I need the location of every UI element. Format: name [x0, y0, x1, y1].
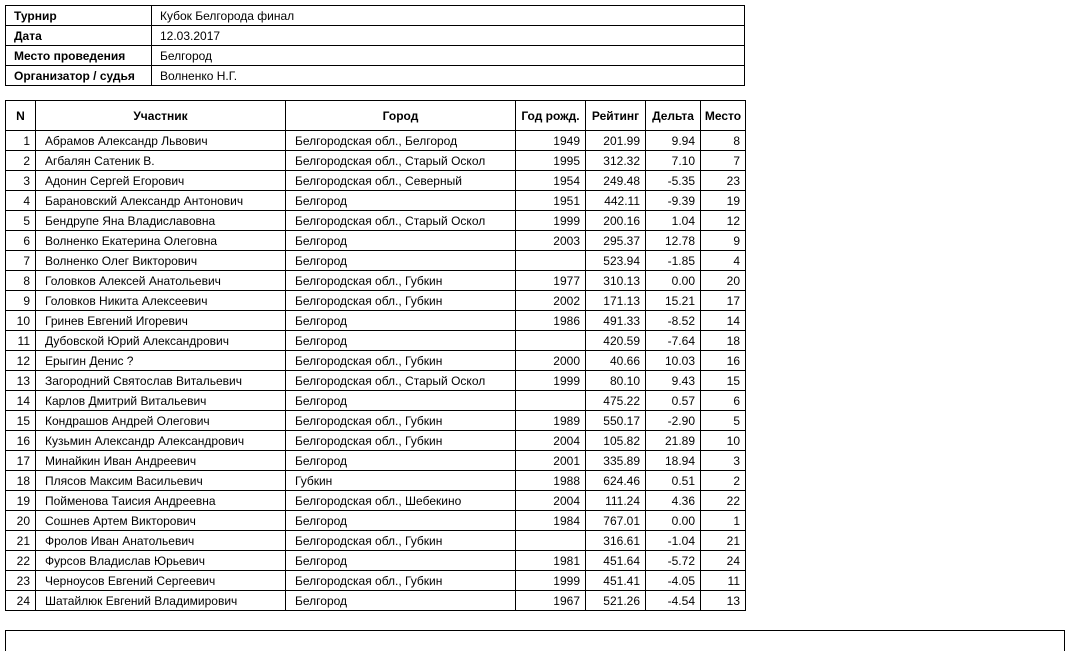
cell-rating: 105.82 — [586, 431, 646, 451]
cell-number: 1 — [6, 131, 36, 151]
cell-rating: 451.64 — [586, 551, 646, 571]
cell-place: 8 — [701, 131, 746, 151]
cell-birth-year — [516, 531, 586, 551]
cell-place: 11 — [701, 571, 746, 591]
table-row — [6, 511, 746, 531]
column-header-delta: Дельта — [646, 101, 701, 131]
cell-city: Губкин — [286, 471, 516, 491]
cell-delta: 12.78 — [646, 231, 701, 251]
cell-city: Белгород — [286, 511, 516, 531]
cell-city: Белгородская обл., Старый Оскол — [286, 211, 516, 231]
cell-city: Белгородская обл., Северный — [286, 171, 516, 191]
cell-city: Белгородская обл., Губкин — [286, 351, 516, 371]
cell-city: Белгородская обл., Губкин — [286, 411, 516, 431]
cell-birth-year — [516, 331, 586, 351]
cell-number: 19 — [6, 491, 36, 511]
cell-birth-year: 1986 — [516, 311, 586, 331]
cell-number: 11 — [6, 331, 36, 351]
cell-rating: 295.37 — [586, 231, 646, 251]
cell-participant: Сошнев Артем Викторович — [36, 511, 286, 531]
cell-city: Белгород — [286, 251, 516, 271]
cell-delta: -4.05 — [646, 571, 701, 591]
cell-number: 18 — [6, 471, 36, 491]
table-row — [6, 151, 746, 171]
cell-birth-year: 1967 — [516, 591, 586, 611]
cell-number: 2 — [6, 151, 36, 171]
cell-rating: 171.13 — [586, 291, 646, 311]
table-row — [6, 271, 746, 291]
cell-number: 20 — [6, 511, 36, 531]
cell-place: 2 — [701, 471, 746, 491]
cell-city: Белгород — [286, 231, 516, 251]
info-value: Белгород — [152, 46, 745, 66]
cell-delta: 18.94 — [646, 451, 701, 471]
cell-city: Белгород — [286, 311, 516, 331]
cell-rating: 310.13 — [586, 271, 646, 291]
cell-birth-year: 1981 — [516, 551, 586, 571]
cell-number: 9 — [6, 291, 36, 311]
cell-birth-year: 2000 — [516, 351, 586, 371]
cell-place: 12 — [701, 211, 746, 231]
cell-place: 6 — [701, 391, 746, 411]
cell-number: 10 — [6, 311, 36, 331]
cell-delta: -5.35 — [646, 171, 701, 191]
table-row — [6, 431, 746, 451]
cell-delta: -8.52 — [646, 311, 701, 331]
cell-number: 5 — [6, 211, 36, 231]
column-header-city: Город — [286, 101, 516, 131]
cell-birth-year: 2002 — [516, 291, 586, 311]
info-label: Дата — [6, 26, 152, 46]
cell-birth-year: 1988 — [516, 471, 586, 491]
cell-rating: 312.32 — [586, 151, 646, 171]
cell-birth-year — [516, 391, 586, 411]
cell-birth-year — [516, 251, 586, 271]
cell-birth-year: 2004 — [516, 491, 586, 511]
cell-delta: -1.04 — [646, 531, 701, 551]
cell-rating: 442.11 — [586, 191, 646, 211]
cell-participant: Барановский Александр Антонович — [36, 191, 286, 211]
results-header-row — [6, 101, 746, 131]
cell-birth-year: 1995 — [516, 151, 586, 171]
cell-participant: Агбалян Сатеник В. — [36, 151, 286, 171]
cell-birth-year: 2001 — [516, 451, 586, 471]
cell-participant: Абрамов Александр Львович — [36, 131, 286, 151]
cell-number: 22 — [6, 551, 36, 571]
cell-place: 22 — [701, 491, 746, 511]
cell-birth-year: 1999 — [516, 371, 586, 391]
cell-birth-year: 1999 — [516, 211, 586, 231]
column-header-n: N — [6, 101, 36, 131]
table-row — [6, 391, 746, 411]
cell-number: 16 — [6, 431, 36, 451]
column-header-place: Место — [701, 101, 746, 131]
table-row — [6, 451, 746, 471]
cell-number: 24 — [6, 591, 36, 611]
cell-participant: Волненко Екатерина Олеговна — [36, 231, 286, 251]
cell-rating: 201.99 — [586, 131, 646, 151]
cell-participant: Фролов Иван Анатольевич — [36, 531, 286, 551]
cell-participant: Адонин Сергей Егорович — [36, 171, 286, 191]
cell-participant: Шатайлюк Евгений Владимирович — [36, 591, 286, 611]
table-row — [6, 531, 746, 551]
cell-participant: Гринев Евгений Игоревич — [36, 311, 286, 331]
cell-delta: 4.36 — [646, 491, 701, 511]
cell-birth-year: 1954 — [516, 171, 586, 191]
next-table-edge — [5, 630, 1065, 651]
info-label: Турнир — [6, 6, 152, 26]
table-row — [6, 551, 746, 571]
cell-delta: 0.57 — [646, 391, 701, 411]
table-row — [6, 491, 746, 511]
cell-number: 6 — [6, 231, 36, 251]
table-row — [6, 591, 746, 611]
cell-rating: 523.94 — [586, 251, 646, 271]
results-body — [6, 131, 746, 611]
cell-rating: 475.22 — [586, 391, 646, 411]
cell-rating: 420.59 — [586, 331, 646, 351]
cell-rating: 316.61 — [586, 531, 646, 551]
info-row — [6, 26, 745, 46]
cell-delta: 0.00 — [646, 511, 701, 531]
cell-number: 23 — [6, 571, 36, 591]
cell-rating: 80.10 — [586, 371, 646, 391]
cell-birth-year: 1989 — [516, 411, 586, 431]
column-header-birth-year: Год рожд. — [516, 101, 586, 131]
cell-number: 13 — [6, 371, 36, 391]
cell-city: Белгородская обл., Губкин — [286, 271, 516, 291]
cell-participant: Фурсов Владислав Юрьевич — [36, 551, 286, 571]
table-row — [6, 131, 746, 151]
cell-number: 17 — [6, 451, 36, 471]
cell-place: 21 — [701, 531, 746, 551]
cell-place: 18 — [701, 331, 746, 351]
cell-rating: 40.66 — [586, 351, 646, 371]
cell-birth-year: 1999 — [516, 571, 586, 591]
cell-place: 23 — [701, 171, 746, 191]
cell-city: Белгород — [286, 591, 516, 611]
cell-participant: Черноусов Евгений Сергеевич — [36, 571, 286, 591]
cell-rating: 335.89 — [586, 451, 646, 471]
cell-delta: 9.43 — [646, 371, 701, 391]
cell-rating: 111.24 — [586, 491, 646, 511]
table-row — [6, 211, 746, 231]
tournament-info-body — [6, 6, 745, 86]
info-label: Место проведения — [6, 46, 152, 66]
cell-delta: 9.94 — [646, 131, 701, 151]
table-row — [6, 371, 746, 391]
cell-delta: -2.90 — [646, 411, 701, 431]
results-table — [5, 100, 746, 611]
cell-delta: -1.85 — [646, 251, 701, 271]
cell-city: Белгород — [286, 551, 516, 571]
table-row — [6, 231, 746, 251]
cell-place: 19 — [701, 191, 746, 211]
cell-number: 8 — [6, 271, 36, 291]
cell-city: Белгородская обл., Старый Оскол — [286, 151, 516, 171]
cell-birth-year: 1984 — [516, 511, 586, 531]
table-row — [6, 571, 746, 591]
cell-rating: 249.48 — [586, 171, 646, 191]
cell-delta: 7.10 — [646, 151, 701, 171]
cell-rating: 491.33 — [586, 311, 646, 331]
cell-rating: 767.01 — [586, 511, 646, 531]
cell-delta: 0.00 — [646, 271, 701, 291]
cell-birth-year: 1951 — [516, 191, 586, 211]
cell-delta: 1.04 — [646, 211, 701, 231]
column-header-participant: Участник — [36, 101, 286, 131]
cell-birth-year: 1977 — [516, 271, 586, 291]
info-row — [6, 6, 745, 26]
cell-delta: -7.64 — [646, 331, 701, 351]
cell-delta: -4.54 — [646, 591, 701, 611]
cell-birth-year: 2003 — [516, 231, 586, 251]
table-row — [6, 351, 746, 371]
cell-number: 7 — [6, 251, 36, 271]
cell-participant: Ерыгин Денис ? — [36, 351, 286, 371]
cell-city: Белгород — [286, 331, 516, 351]
cell-participant: Волненко Олег Викторович — [36, 251, 286, 271]
cell-birth-year: 2004 — [516, 431, 586, 451]
table-row — [6, 291, 746, 311]
cell-place: 17 — [701, 291, 746, 311]
table-row — [6, 251, 746, 271]
cell-city: Белгородская обл., Губкин — [286, 531, 516, 551]
info-value: 12.03.2017 — [152, 26, 745, 46]
cell-place: 7 — [701, 151, 746, 171]
cell-city: Белгород — [286, 451, 516, 471]
cell-participant: Карлов Дмитрий Витальевич — [36, 391, 286, 411]
cell-city: Белгородская обл., Белгород — [286, 131, 516, 151]
cell-place: 3 — [701, 451, 746, 471]
cell-participant: Минайкин Иван Андреевич — [36, 451, 286, 471]
cell-delta: 21.89 — [646, 431, 701, 451]
cell-participant: Плясов Максим Васильевич — [36, 471, 286, 491]
cell-delta: -9.39 — [646, 191, 701, 211]
cell-place: 1 — [701, 511, 746, 531]
cell-participant: Кондрашов Андрей Олегович — [36, 411, 286, 431]
cell-participant: Головков Алексей Анатольевич — [36, 271, 286, 291]
cell-place: 15 — [701, 371, 746, 391]
cell-participant: Загородний Святослав Витальевич — [36, 371, 286, 391]
cell-place: 5 — [701, 411, 746, 431]
cell-city: Белгородская обл., Губкин — [286, 431, 516, 451]
column-header-rating: Рейтинг — [586, 101, 646, 131]
info-value: Кубок Белгорода финал — [152, 6, 745, 26]
cell-place: 16 — [701, 351, 746, 371]
table-row — [6, 171, 746, 191]
cell-participant: Дубовской Юрий Александрович — [36, 331, 286, 351]
cell-city: Белгородская обл., Губкин — [286, 291, 516, 311]
cell-number: 12 — [6, 351, 36, 371]
cell-number: 3 — [6, 171, 36, 191]
cell-place: 14 — [701, 311, 746, 331]
cell-participant: Кузьмин Александр Александрович — [36, 431, 286, 451]
cell-participant: Бендрупе Яна Владиславовна — [36, 211, 286, 231]
table-row — [6, 471, 746, 491]
cell-rating: 521.26 — [586, 591, 646, 611]
cell-city: Белгородская обл., Губкин — [286, 571, 516, 591]
info-row — [6, 66, 745, 86]
tournament-info-table — [5, 5, 745, 86]
table-row — [6, 311, 746, 331]
cell-rating: 451.41 — [586, 571, 646, 591]
cell-birth-year: 1949 — [516, 131, 586, 151]
cell-place: 24 — [701, 551, 746, 571]
cell-delta: 10.03 — [646, 351, 701, 371]
cell-number: 4 — [6, 191, 36, 211]
cell-delta: 15.21 — [646, 291, 701, 311]
cell-place: 20 — [701, 271, 746, 291]
cell-city: Белгород — [286, 191, 516, 211]
cell-number: 21 — [6, 531, 36, 551]
cell-place: 9 — [701, 231, 746, 251]
cell-number: 15 — [6, 411, 36, 431]
cell-rating: 200.16 — [586, 211, 646, 231]
info-label: Организатор / судья — [6, 66, 152, 86]
cell-participant: Головков Никита Алексеевич — [36, 291, 286, 311]
table-row — [6, 411, 746, 431]
table-row — [6, 191, 746, 211]
cell-rating: 550.17 — [586, 411, 646, 431]
cell-city: Белгород — [286, 391, 516, 411]
cell-place: 13 — [701, 591, 746, 611]
cell-city: Белгородская обл., Старый Оскол — [286, 371, 516, 391]
cell-delta: -5.72 — [646, 551, 701, 571]
cell-participant: Пойменова Таисия Андреевна — [36, 491, 286, 511]
info-value: Волненко Н.Г. — [152, 66, 745, 86]
info-row — [6, 46, 745, 66]
table-row — [6, 331, 746, 351]
cell-place: 10 — [701, 431, 746, 451]
cell-city: Белгородская обл., Шебекино — [286, 491, 516, 511]
cell-delta: 0.51 — [646, 471, 701, 491]
cell-place: 4 — [701, 251, 746, 271]
cell-number: 14 — [6, 391, 36, 411]
cell-rating: 624.46 — [586, 471, 646, 491]
